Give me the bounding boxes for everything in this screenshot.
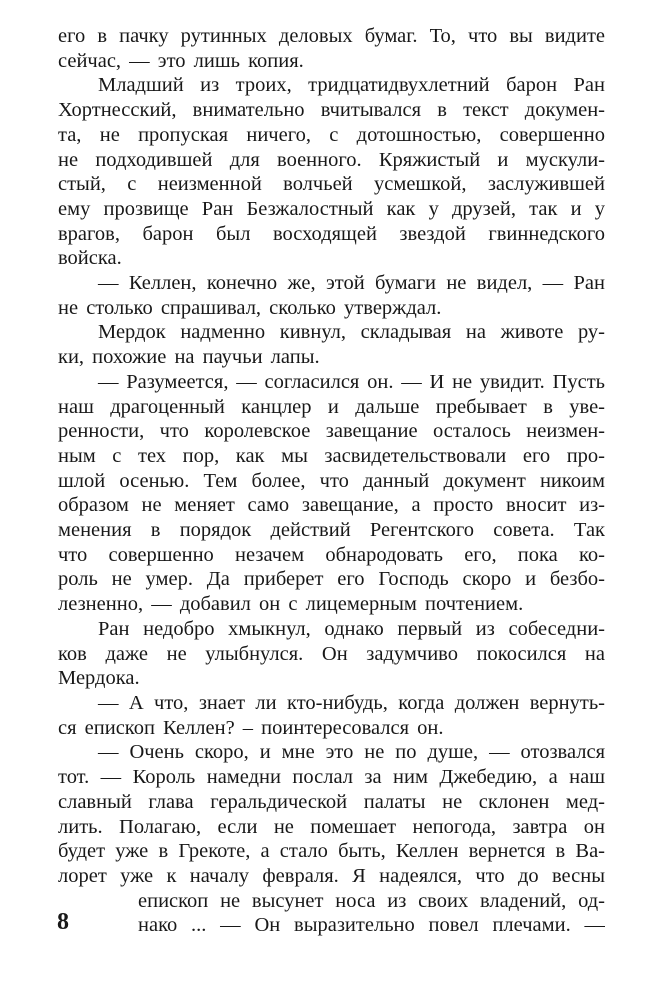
text-line: стый, с неизменной волчьей усмешкой, заслужившей [58,173,605,196]
text-line: лезненно, — добавил он с лицемерным почтением. [58,593,524,616]
text-line: ков даже не улыбнулся. Он задумчиво покосился на [58,642,605,665]
text-line: шлой осенью. Тем более, что данный документ никоим [58,469,605,492]
text-line: Хортнесский, внимательно вчитывался в текст докумен- [58,99,605,122]
text-line: роль не умер. Да приберет его Господь скоро и безбо- [58,568,605,591]
text-line: нако ... — Он выразительно повел плечами. — [138,914,605,937]
text-line: ренности, что королевское завещание осталось неизмен- [58,420,605,443]
text-line: тот. — Король намедни послал за ним Джебедию, а наш [58,766,605,789]
text-line: — Разумеется, — согласился он. — И не увидит. Пусть [98,370,605,393]
text-line: образом не меняет само завещание, а просто вносит из- [58,494,605,517]
paragraph [58,370,605,617]
paragraph [58,740,605,938]
paragraph [58,271,605,320]
text-line: Ран недобро хмыкнул, однако первый из собеседни- [98,617,605,640]
paragraph [58,24,605,73]
paragraph [58,617,605,691]
text-line: не столько спрашивал, сколько утверждал. [58,296,442,319]
text-line: — А что, знает ли кто-нибудь, когда должен вернуть- [98,691,605,714]
text-line: — Келлен, конечно же, этой бумаги не видел, — Ран [98,272,605,295]
text-line: наш драгоценный канцлер и дальше пребывает в уве- [58,395,605,418]
text-line: ся епископ Келлен? – поинтересовался он. [58,716,444,739]
text-line: та, не пропуская ничего, с дотошностью, совершенно [58,123,605,146]
text-line: славный глава геральдической палаты не склонен мед- [58,790,605,813]
text-line: сейчас, — это лишь копия. [58,49,304,72]
text-line: менения в порядок действий Регентского совета. Так [58,519,605,542]
text-line: Мердок надменно кивнул, складывая на животе ру- [98,321,605,344]
text-line: его в пачку рутинных деловых бумаг. То, что вы видите [58,25,605,47]
text-line: ным с тех пор, как мы засвидетельствовали его про- [58,444,605,467]
paragraph [58,320,605,369]
page-text-block [58,24,605,938]
page-number: 8 [57,909,69,935]
text-line: ему прозвище Ран Безжалостный как у друзей, так и у [58,197,605,220]
text-line: лорет уже к началу февраля. Я надеялся, что до весны [58,864,605,887]
text-line: ки, похожие на паучьи лапы. [58,346,320,369]
text-line: что совершенно незачем обнародовать его, пока ко- [58,543,605,566]
text-line: епископ не высунет носа из своих владений, од- [138,889,605,912]
text-line: будет уже в Грекоте, а стало быть, Келлен вернется в Ва- [58,840,605,863]
text-line: Мердока. [58,667,140,690]
text-line: не подходившей для военного. Кряжистый и мускули- [58,148,605,171]
text-line: — Очень скоро, и мне это не по душе, — отозвался [98,741,605,764]
text-line: лить. Полагаю, если не помешает непогода, завтра он [58,815,605,838]
paragraph [58,691,605,740]
text-line: врагов, барон был восходящей звездой гвиннедского [58,222,605,245]
text-line: Младший из троих, тридцатидвухлетний барон Ран [98,74,605,97]
text-line: войска. [58,247,122,270]
paragraph [58,73,605,271]
